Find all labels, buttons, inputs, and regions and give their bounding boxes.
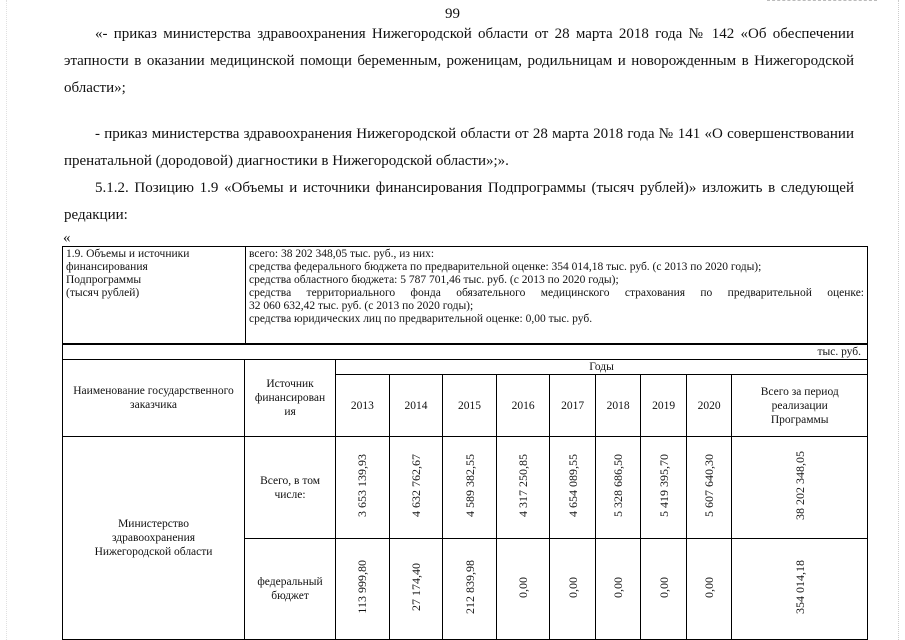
header-customer-text: Наименование государственного заказчика — [73, 385, 234, 411]
source-line: бюджет — [271, 590, 309, 602]
header-years: Годы — [336, 360, 868, 375]
paragraph-position-1-9: 5.1.2. Позицию 1.9 «Объемы и источники финансирования Подпрограммы (тысяч рублей)» изложить в следующей редакции: — [64, 180, 854, 223]
header-total-line: реализации — [771, 399, 828, 412]
value-text: 0,00 — [611, 576, 626, 598]
page-edge-left — [6, 0, 7, 640]
value-cell — [389, 437, 443, 539]
value-cell — [686, 437, 732, 539]
source-line: Всего, в том — [260, 474, 320, 487]
year-header: 2017 — [550, 375, 596, 437]
value-cell — [641, 539, 687, 640]
value-cell — [496, 437, 550, 539]
position-1-9-table — [62, 246, 868, 344]
value-text: 0,00 — [565, 576, 580, 598]
position-label-cell — [63, 247, 246, 344]
value-text: 5 607 640,30 — [702, 454, 717, 517]
value-text: 4 654 089,55 — [565, 454, 580, 517]
value-cell — [336, 437, 390, 539]
position-label-line: 1.9. Объемы и источники — [66, 248, 190, 260]
paragraph-order-141: - приказ министерства здравоохранения Нижегородской области от 28 марта 2018 года № 141 «О совершенствовании пренатальной (дородовой) диагностики в Нижегородской области»;». — [64, 126, 854, 169]
year-header: 2016 — [496, 375, 550, 437]
total-text: 38 202 348,05 — [792, 451, 807, 520]
opening-quote: « — [63, 230, 71, 246]
value-cell — [686, 539, 732, 640]
total-cell — [732, 437, 868, 539]
value-text: 5 328 686,50 — [611, 454, 626, 517]
header-total-line: Всего за период — [760, 385, 839, 398]
header-total — [732, 375, 868, 437]
page-edge-right — [898, 0, 899, 640]
value-cell — [389, 539, 443, 640]
value-cell — [595, 437, 641, 539]
customer-cell — [63, 437, 245, 640]
source-line: федеральный — [257, 576, 323, 588]
source-cell — [245, 539, 336, 640]
position-text-line: средства федерального бюджета по предварительной оценке: 354 014,18 тыс. руб. (с 2013 по 2020 годы); — [249, 261, 762, 273]
total-cell — [732, 539, 868, 640]
value-cell — [595, 539, 641, 640]
total-text: 354 014,18 — [792, 560, 807, 614]
position-text-line: средства юридических лиц по предварительной оценке: 0,00 тыс. руб. — [249, 313, 593, 325]
year-header: 2013 — [336, 375, 390, 437]
source-cell — [245, 437, 336, 539]
value-cell — [550, 437, 596, 539]
value-text: 3 653 139,93 — [355, 454, 370, 517]
position-text-line: 32 060 632,42 тыс. руб. (с 2013 по 2020 годы); — [249, 300, 474, 312]
customer-line: Нижегородской области — [94, 546, 213, 558]
value-cell — [443, 539, 497, 640]
header-source — [245, 360, 336, 437]
position-label-line: финансирования — [66, 261, 148, 273]
value-cell — [336, 539, 390, 640]
year-header: 2015 — [443, 375, 497, 437]
year-header: 2018 — [595, 375, 641, 437]
value-cell — [443, 437, 497, 539]
header-total-line: Программы — [770, 413, 829, 426]
top-dashed-mark — [767, 0, 877, 1]
value-text: 5 419 395,70 — [656, 454, 671, 517]
value-text: 212 839,98 — [462, 560, 477, 614]
value-text: 4 589 382,55 — [462, 454, 477, 517]
year-header: 2020 — [686, 375, 732, 437]
page-number: 99 — [445, 6, 460, 22]
value-text: 0,00 — [516, 576, 531, 598]
paragraph-order-142: «- приказ министерства здравоохранения Нижегородской области от 28 марта 2018 года № 142 «Об обеспечении этапности в оказании медицинской помощи беременным, роженицам, родильницам и новорожденным в Нижегородской области»; — [64, 26, 854, 96]
unit-label: тыс. руб. — [63, 345, 868, 360]
position-text-line: всего: 38 202 348,05 тыс. руб., из них: — [249, 248, 435, 260]
position-text-line: средства территориального фонда обязательного медицинского страхования по предварительной оценке: — [249, 287, 864, 299]
position-text-line: средства областного бюджета: 5 787 701,46 тыс. руб. (с 2013 по 2020 годы); — [249, 274, 619, 286]
header-source-line: ия — [284, 406, 296, 418]
value-cell — [550, 539, 596, 640]
value-text: 0,00 — [702, 576, 717, 598]
value-text: 27 174,40 — [408, 563, 423, 611]
header-source-line: финансирован — [254, 392, 326, 404]
source-line: числе: — [274, 488, 306, 501]
value-text: 4 632 762,67 — [408, 454, 423, 517]
value-cell — [641, 437, 687, 539]
position-text-cell — [246, 247, 868, 344]
value-cell — [496, 539, 550, 640]
finance-table — [62, 344, 868, 640]
year-header: 2019 — [641, 375, 687, 437]
value-text: 0,00 — [656, 576, 671, 598]
customer-line: Министерство — [118, 518, 189, 530]
position-label-line: (тысяч рублей) — [66, 287, 140, 299]
customer-line: здравоохранения — [111, 532, 196, 544]
value-text: 113 999,80 — [355, 560, 370, 614]
table-row — [63, 437, 868, 539]
header-source-line: Источник — [266, 378, 314, 390]
header-customer — [63, 360, 245, 437]
position-label-line: Подпрограммы — [66, 274, 142, 286]
value-text: 4 317 250,85 — [516, 454, 531, 517]
year-header: 2014 — [389, 375, 443, 437]
